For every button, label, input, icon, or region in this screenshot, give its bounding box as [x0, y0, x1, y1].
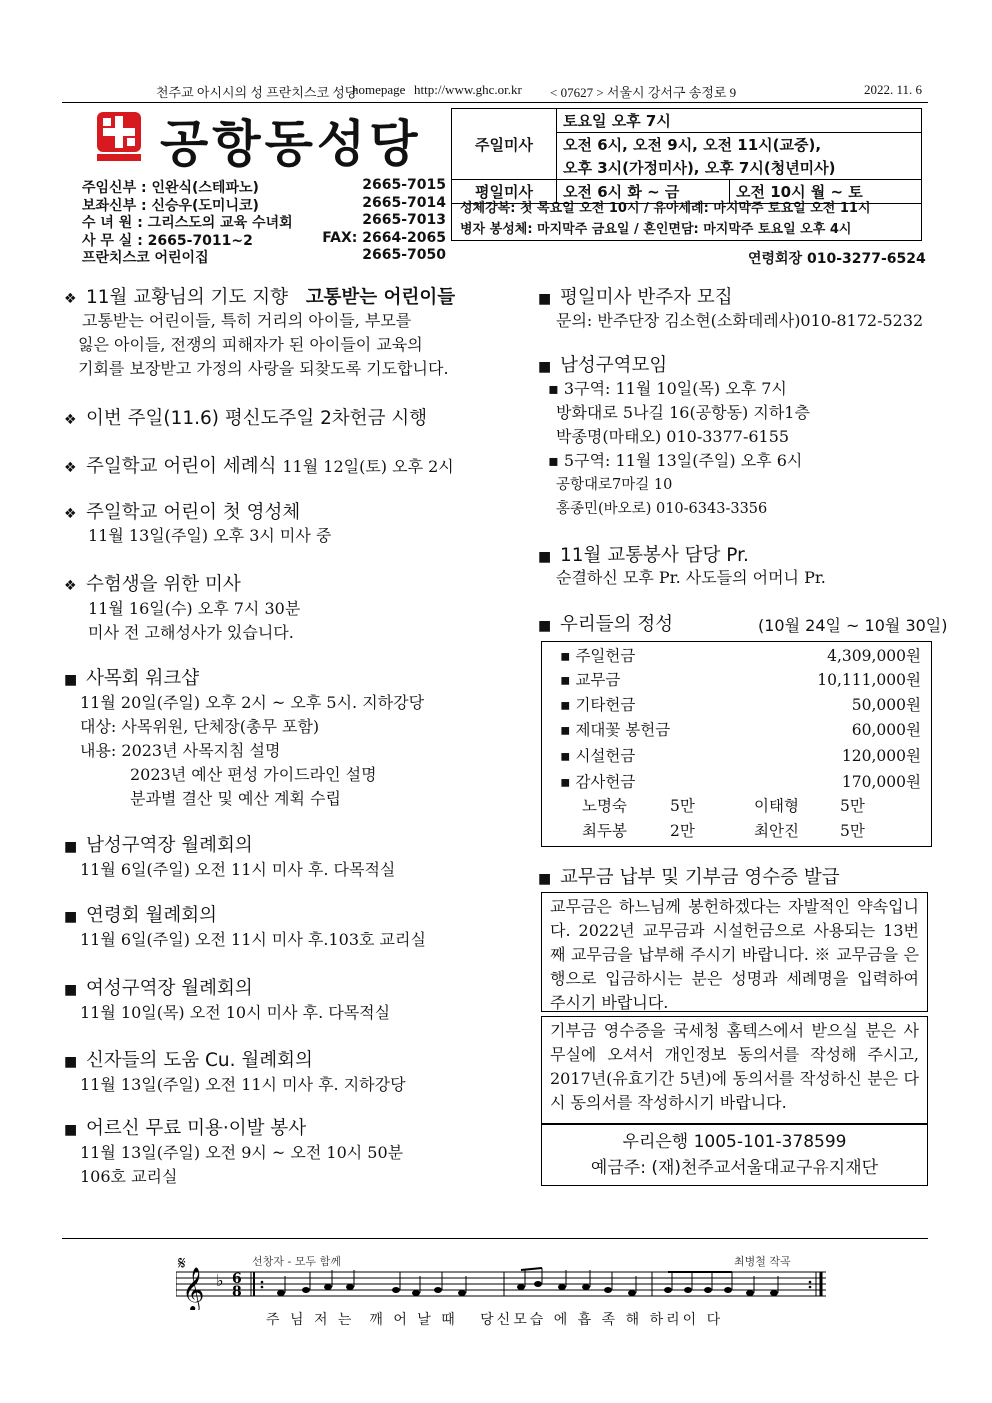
mass-schedule-table — [451, 108, 922, 204]
elder-service-body: 11월 13일(주일) 오전 9시 ~ 오전 10시 50분 106호 교리실 — [80, 1143, 404, 1186]
donor-amount: 2만 — [670, 822, 695, 840]
offering-amount: 120,000원 — [841, 747, 921, 765]
clergy-phone: 2665-7050 — [362, 247, 446, 263]
square-bullet-icon: ■ — [538, 871, 552, 887]
accompanist-body: 문의: 반주단장 김소현(소화데레사)010-8172-5232 — [556, 311, 924, 330]
diamond-bullet-icon: ❖ — [64, 291, 77, 307]
contact-phone: 연령회장 010-3277-6524 — [748, 251, 926, 267]
parish-logo-icon — [97, 112, 141, 162]
sacrament-line: 병자 봉성체: 마지막주 금요일 / 혼인면담: 마지막주 토요일 오후 4시 — [460, 222, 852, 237]
svg-text:8: 8 — [232, 1284, 242, 1300]
donor-amount: 5만 — [670, 797, 695, 815]
parish-name: 공항동성당 — [160, 115, 422, 173]
square-bullet-icon: ■ — [64, 839, 78, 855]
traffic-duty-body: 순결하신 모후 Pr. 사도들의 어머니 Pr. — [556, 568, 826, 587]
offering-period: (10월 24일 ~ 10월 30일) — [758, 616, 948, 635]
donor-amount: 5만 — [840, 822, 865, 840]
sunday-mass-time: 오후 3시(가정미사), 오후 7시(청년미사) — [557, 156, 922, 180]
accompanist-heading: ■ 평일미사 반주자 모집 — [538, 287, 733, 308]
music-divider — [62, 1238, 928, 1239]
square-bullet-icon: ■ — [64, 672, 78, 688]
yeonryeong-body: 11월 6일(주일) 오전 11시 미사 후.103호 교리실 — [80, 930, 426, 949]
clergy-fax: FAX: 2664-2065 — [322, 229, 446, 246]
offering-label: ▪ 시설헌금 — [560, 747, 636, 765]
music-staff — [176, 1252, 828, 1310]
weekday-mass-time: 오전 6시 화 ~ 금 — [557, 180, 730, 204]
traffic-duty-heading: ■ 11월 교통봉사 담당 Pr. — [538, 545, 749, 566]
women-leaders-heading: ■ 여성구역장 월례회의 — [64, 978, 253, 999]
header-line — [62, 80, 928, 103]
clergy-phone: 2665-7015 — [362, 177, 446, 193]
sunday-mass-time: 오전 6시, 오전 9시, 오전 11시(교중), — [557, 133, 922, 157]
collection-heading: ❖ 이번 주일(11.6) 평신도주일 2차헌금 시행 — [64, 408, 428, 429]
svg-text:6: 6 — [232, 1271, 242, 1287]
clergy-row — [82, 177, 446, 195]
communion-body: 11월 13일(주일) 오후 3시 미사 중 — [88, 526, 332, 545]
diamond-bullet-icon: ❖ — [64, 578, 77, 594]
donor-name: 최두봉 — [582, 822, 627, 840]
clergy-phone: 2665-7013 — [362, 212, 446, 228]
intention-title: 고통받는 어린이들 — [305, 287, 456, 308]
account-holder: 예금주: (재)천주교서울대교구유지재단 — [590, 1158, 879, 1178]
donor-name: 노명숙 — [582, 797, 627, 815]
diamond-bullet-icon: ❖ — [64, 506, 77, 522]
elder-service-heading: ■ 어르신 무료 미용·이발 봉사 — [64, 1118, 307, 1139]
square-bullet-icon: ■ — [538, 549, 552, 565]
weekday-mass-time: 오전 10시 월 ~ 토 — [730, 180, 922, 204]
clergy-label: 주임신부 : 인완식(스테파노) — [82, 180, 259, 196]
sacrament-line: 성체강복: 첫 목요일 오전 10시 / 유아세례: 마지막주 토요일 오전 11시 — [460, 201, 871, 216]
clergy-row — [82, 195, 446, 213]
address: < 07627 > 서울시 강서구 송정로 9 — [550, 85, 737, 100]
clergy-label: 사 무 실 : 2665-7011~2 — [82, 232, 253, 249]
diamond-bullet-icon: ❖ — [64, 412, 77, 428]
donor-name: 이태형 — [754, 797, 799, 815]
clergy-row — [82, 230, 446, 248]
homepage-label: homepage — [352, 82, 406, 97]
baptism-heading: ❖ 주일학교 어린이 세례식 11월 12일(토) 오후 2시 — [64, 456, 454, 477]
square-bullet-icon: ■ — [538, 618, 552, 634]
treble-clef-icon: 𝄞 — [182, 1267, 205, 1310]
sacrament-info — [451, 198, 922, 241]
clergy-row — [82, 212, 446, 230]
cu-meeting-heading: ■ 신자들의 도움 Cu. 월례회의 — [64, 1050, 313, 1071]
flat-icon: ♭ — [216, 1271, 224, 1290]
offering-amount: 60,000원 — [851, 721, 921, 739]
offering-label: ▪ 감사헌금 — [560, 773, 636, 791]
square-bullet-icon: ■ — [64, 1054, 78, 1070]
men-leaders-heading: ■ 남성구역장 월례회의 — [64, 835, 253, 856]
workshop-heading: ■ 사목회 워크샵 — [64, 668, 200, 689]
square-bullet-icon: ■ — [64, 982, 78, 998]
intention-heading: ❖ 11월 교황님의 기도 지향 고통받는 어린이들 — [64, 287, 456, 308]
sunday-mass-time: 토요일 오후 7시 — [557, 109, 922, 133]
square-bullet-icon: ■ — [64, 1122, 78, 1138]
music-direction: 선창자 - 모두 함께 — [252, 1255, 341, 1268]
parish-full-name: 천주교 아시시의 성 프란치스코 성당 — [156, 85, 358, 100]
clergy-row — [82, 247, 446, 265]
district-meeting-heading: ■ 남성구역모임 — [538, 355, 668, 376]
men-leaders-body: 11월 6일(주일) 오전 11시 미사 후. 다목적실 — [80, 860, 396, 879]
communion-heading: ❖ 주일학교 어린이 첫 영성체 — [64, 502, 301, 523]
offering-amount: 50,000원 — [851, 696, 921, 714]
workshop-body: 11월 20일(주일) 오후 2시 ~ 오후 5시. 지하강당 대상: 사목위원, 단체장(총무 포함) 내용: 2023년 사목지침 설명 2023년 예산 편성 가이드라인 설명 분과별 결산 및 예산 계획 수립 — [80, 693, 425, 808]
square-bullet-icon: ■ — [538, 291, 552, 307]
square-bullet-icon: ■ — [64, 909, 78, 925]
cu-meeting-body: 11월 13일(주일) 오전 11시 미사 후. 지하강당 — [80, 1075, 406, 1094]
yeonryeong-heading: ■ 연령회 월례회의 — [64, 905, 217, 926]
baptism-date: 11월 12일(토) 오후 2시 — [282, 457, 454, 476]
offering-label: ▪ 기타헌금 — [560, 696, 636, 714]
diamond-bullet-icon: ❖ — [64, 460, 77, 476]
offering-table — [541, 641, 932, 847]
bank-account-box — [541, 1124, 928, 1186]
weekday-mass-label: 평일미사 — [452, 180, 557, 204]
bank-account: 우리은행 1005-101-378599 — [622, 1132, 847, 1152]
dues-notice-box: 교무금은 하느님께 봉헌하겠다는 자발적인 약속입니다. 2022년 교무금과 시설헌금으로 사용되는 13번째 교무금을 납부해 주시기 바랍니다. ※ 교무금을 은행으로 입금하시는 분은 성명과 세례명을 입력하여 주시기 바랍니다. — [541, 892, 928, 1012]
donor-name: 최안진 — [754, 822, 799, 840]
segno-icon: 𝄋 — [178, 1253, 186, 1274]
homepage-link[interactable]: http://www.ghc.or.kr — [414, 82, 522, 97]
intention-body: 고통받는 어린이들, 특히 거리의 아이들, 부모를 잃은 아이들, 전쟁의 피해자가 된 아이들이 교육의 기회를 보장받고 가정의 사랑을 되찾도록 기도합니다. — [78, 311, 449, 378]
clergy-label: 수 녀 원 : 그리스도의 교육 수녀회 — [82, 215, 293, 231]
exam-mass-heading: ❖ 수험생을 위한 미사 — [64, 574, 241, 595]
issue-date: 2022. 11. 6 — [863, 82, 922, 97]
offering-amount: 10,111,000원 — [817, 671, 921, 689]
sunday-mass-label: 주일미사 — [452, 109, 557, 180]
district-meeting-body: ▪ 3구역: 11월 10일(목) 오후 7시 방화대로 5나길 16(공항동) 지하1층 박종명(마태오) 010-3377-6155 ▪ 5구역: 11월 13일(주일) 오후 6시 공항대로7마길 10 홍종민(바오로) 010-6343-3356 — [548, 379, 810, 517]
donor-amount: 5만 — [840, 797, 865, 815]
hymn-lyrics: 주 님 저 는 깨 어 날 때 당신모습 에 흡 족 해 하리이 다 — [266, 1312, 724, 1328]
offering-label: ▪ 제대꽃 봉헌금 — [560, 721, 671, 739]
clergy-label: 프란치스코 어린이집 — [82, 250, 209, 266]
clergy-list — [82, 177, 446, 265]
square-bullet-icon: ■ — [538, 359, 552, 375]
receipt-notice-box: 기부금 영수증을 국세청 홈텍스에서 받으실 분은 사무실에 오셔서 개인정보 동의서를 작성해 주시고, 2017년(유효기간 5년)에 동의서를 작성하신 분은 다시 동의서를 작성하시기 바랍니다. — [541, 1016, 928, 1124]
clergy-phone: 2665-7014 — [362, 194, 446, 211]
offering-label: ▪ 주일헌금 — [560, 647, 636, 665]
clergy-label: 보좌신부 : 신승우(도미니코) — [82, 197, 259, 214]
offering-amount: 4,309,000원 — [827, 647, 921, 665]
offering-label: ▪ 교무금 — [560, 671, 621, 689]
exam-mass-body: 11월 16일(수) 오후 7시 30분 미사 전 고해성사가 있습니다. — [88, 599, 301, 642]
offering-amount: 170,000원 — [841, 773, 921, 791]
music-composer: 최병철 작곡 — [734, 1255, 791, 1268]
women-leaders-body: 11월 10일(목) 오전 10시 미사 후. 다목적실 — [80, 1003, 391, 1022]
offering-heading: ■ 우리들의 정성 — [538, 614, 674, 635]
dues-heading: ■ 교무금 납부 및 기부금 영수증 발급 — [538, 867, 840, 888]
